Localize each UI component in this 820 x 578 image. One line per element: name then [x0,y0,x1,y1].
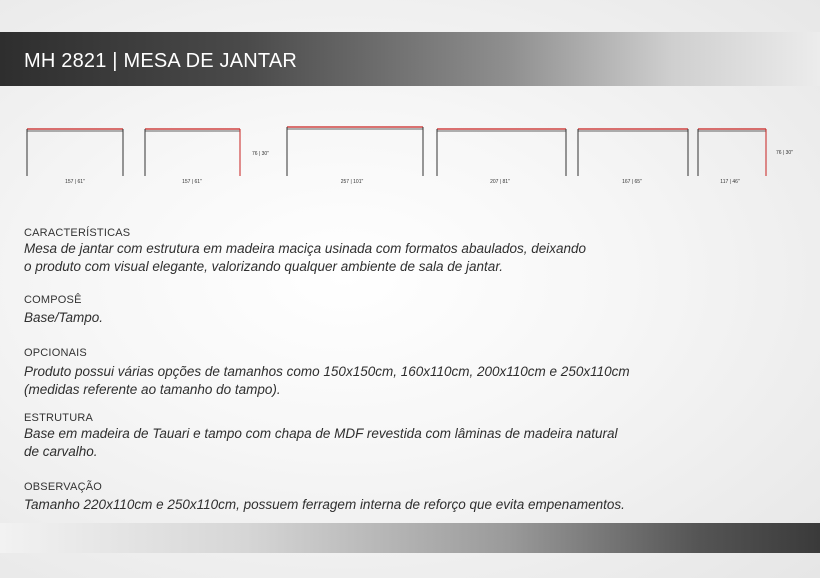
section-title: CARACTERÍSTICAS [24,227,131,239]
section-text: Base em madeira de Tauari e tampo com chapa de MDF revestida com lâminas de madeira natural de carvalho. [24,426,618,459]
dimension-label: 167 | 65" [622,179,642,185]
table-drawing-3 [287,127,423,185]
section-title: OPCIONAIS [24,347,87,359]
dimension-label: 257 | 101" [340,179,364,185]
table-drawing-5 [578,129,688,185]
section-title: OBSERVAÇÃO [24,481,103,493]
dimension-label: 157 | 61" [65,179,85,185]
section-caracteristicas [24,227,724,276]
section-text: Tamanho 220x110cm e 250x110cm, possuem ferragem interna de reforço que evita empenamentos. [24,497,625,512]
section-observacao [24,481,724,514]
section-text: Base/Tampo. [24,310,104,325]
section-estrutura [24,412,724,461]
height-label: 76 | 30" [252,151,269,157]
dimension-label: 207 | 81" [490,179,510,185]
section-compose [24,294,724,327]
height-label: 76 | 30" [776,150,793,156]
table-drawing-6 [698,129,793,185]
section-text: Mesa de jantar com estrutura em madeira maciça usinada com formatos abaulados, deixando o produto com visual elegante, valorizando qualquer ambiente de sala de jantar. [24,241,587,274]
section-title: ESTRUTURA [24,412,94,424]
footer-bar [0,523,820,553]
table-drawing-2 [145,129,269,185]
dimension-label: 157 | 61" [182,179,202,185]
technical-drawings [0,120,820,192]
section-text: Produto possui várias opções de tamanhos como 150x150cm, 160x110cm, 200x110cm e 250x110cm (medidas referente ao tamanho do tampo). [24,364,630,397]
page-title: MH 2821 | MESA DE JANTAR [24,50,298,72]
section-title: COMPOSÊ [24,294,82,306]
section-opcionais [24,347,724,399]
table-drawing-4 [437,129,566,185]
dimension-label: 117 | 46" [720,179,740,185]
table-drawing-1 [27,129,123,185]
